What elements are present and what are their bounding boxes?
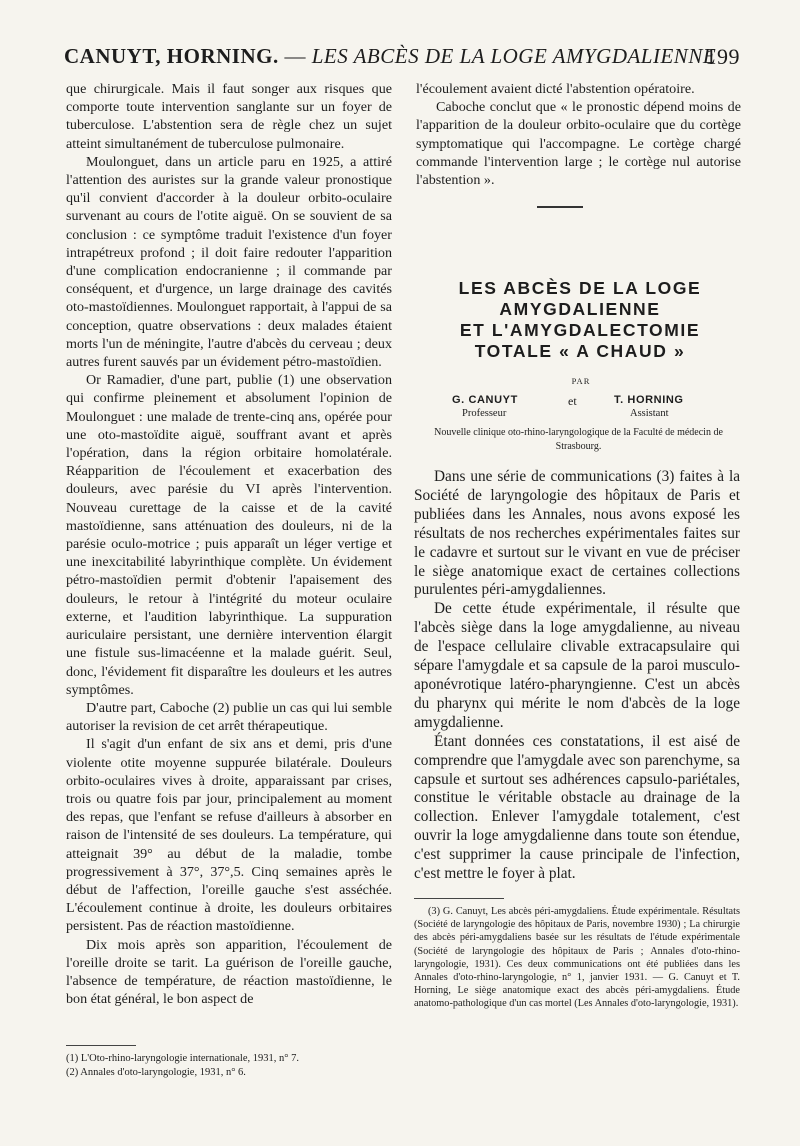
footnote-rule [414,898,504,899]
paragraph: Il s'agit d'un enfant de six ans et demi, pris d'une violente otite moyenne suppurée bilatérale. Douleurs orbito-oculaires vives à droite, apparaissant par crises, trois ou quatre fois par jour, principalement au moment des repas, que l'enfant se refuse d'ailleurs à absorber en raison de l'intensité de ses douleurs. La température, qui atteignait 39° au début de la maladie, tombe progressivement à 37°, 37°,5. Cinq semaines après le début de l'affection, l'oreille gauche s'est asséchée. L'écoulement continue à droite, les douleurs orbitaires persistent. Pas de réaction mastoïdienne. [66,736,392,935]
title-line: AMYGDALIENNE [499,299,661,319]
author-canuyt: G. CANUYT [452,394,518,406]
title-line: LES ABCÈS DE LA LOGE [458,278,702,298]
header-authors: CANUYT, HORNING. [64,44,279,68]
paragraph: D'autre part, Caboche (2) publie un cas qui lui semble autoriser la revision de cet arrêt thérapeutique. [66,699,392,735]
title-line: TOTALE « A CHAUD » [474,341,686,361]
institution: Nouvelle clinique oto-rhino-laryngologique de la Faculté de médecin de Strasbourg. [434,427,723,452]
paragraph: Dans une série de communications (3) faites à la Société de laryngologie des hôpitaux de Paris et publiées dans les Annales, nous avons exposé les résultats de nos recherches expérimentales faites sur le cadavre et surtout sur le vivant en vue de préciser le siège anatomique exact de certaines collections purulentes péri-amygdaliennes. [414,468,740,599]
by-label: PAR [571,376,591,386]
left-column [66,80,392,1008]
paragraph: Moulonguet, dans un article paru en 1925, a attiré l'attention des auristes sur la grande valeur pronostique qu'il convient d'accorder à la douleur orbito-oculaire survenant au cours de l'otite aiguë. On se souvient de sa conclusion : ce symptôme traduit l'existence d'un foyer intrapétreux profond ; il doit faire redouter l'apparition d'une complication endocranienne ; il commande par conséquent, et d'urgence, un large drainage des cavités oto-mastoïdiennes. Moulonguet rapportait, à l'appui de sa conception, quatre observations : deux malades étaient morts l'un de méningite, l'autre d'abcès du cerveau ; deux autres furent sauvés par un évidement pétro-mastoïdien. [66,153,392,371]
footnote: (3) G. Canuyt, Les abcès péri-amygdaliens. Étude expérimentale. Résultats (Société de laryngologie des hôpitaux de Paris, novembre 1930) ; La chirurgie des abcès péri-amygdaliens basée sur les résultats de l'étude expérimentale (Société de laryngologie des hôpitaux de Paris ; Annales d'oto-rhino-laryngologie, 1931). Ces deux communications ont été publiées dans les Annales d'oto-rhino-laryngologie, n° 1, janvier 1931. — G. Canuyt et T. Horning, Le siège anatomique exact des abcès péri-amygdaliens. Étude anatomo-pathologique d'un cas mortel (Les Annales d'oto-laryngologie, 1931). [414,906,740,1010]
header-dash: — [278,44,312,68]
header-title: LES ABCÈS DE LA LOGE AMYGDALIENNE [311,44,717,68]
paragraph: l'écoulement avaient dicté l'abstention opératoire. [416,81,695,97]
page-number: 199 [705,44,740,69]
running-header [64,44,740,78]
article-body [414,468,740,884]
paragraph: que chirurgicale. Mais il faut songer aux risques que comporte toute intervention sanglante sur un foyer de tuberculose. L'abstention sera de règle chez un sujet atteint simultanément de tuberculose pulmonaire. [66,81,392,152]
right-column-continuation [416,80,741,189]
article-footnote [414,904,740,1011]
paragraph: Dix mois après son apparition, l'écoulement de l'oreille droite se tarit. La guérison de l'oreille gauche, l'absence de température, de réaction mastoïdienne, le bon état général, le bon aspect de [66,936,392,1008]
paragraph: Étant données ces constatations, il est aisé de comprendre que l'amygdale avec son parenchyme, sa capsule et surtout ses adhérences capsulo-pariétales, constitue le véritable obstacle au drainage de la collection. Enlever l'amygdale totalement, c'est ouvrir la loge amygdalienne dans toute son étendue, c'est supprimer la cause principale de l'infection, c'est mettre le foyer à plat. [414,732,740,883]
role-assistant: Assistant [630,408,669,419]
section-separator [537,206,583,208]
left-footnotes [66,1051,392,1081]
author-horning: T. HORNING [614,394,684,406]
article-title [410,278,750,362]
footnote-rule [66,1045,136,1046]
role-professeur: Professeur [462,408,507,419]
paragraph: Or Ramadier, d'une part, publie (1) une observation qui confirme pleinement et absolument l'opinion de Moulonguet : une malade de trente-cinq ans, opérée pour une oto-mastoïdite aiguë, souffrant avant et après l'opération, dans la région orbitaire homolatérale. Réapparition de l'écoulement et exacerbation des douleurs, avec parésie du VI après l'intervention. Nouveau curettage de la caisse et de la cavité mastoïdienne, sans atténuation des douleurs, ni de la parésie oculo-motrice ; puis apparaît un léger vertige et une inexcitabilité labyrinthique complète. Un évidement pétro-mastoïdien permit d'obtenir l'apaisement des douleurs, le retour à l'intégrité du moteur oculaire externe, et l'audition labyrinthique. La suppuration auriculaire persistant, une dernière intervention élargit une fistule sus-limacéenne et la malade guérit. Seul, donc, l'évidement fit disparaître les douleurs et les autres symptômes. [66,372,392,698]
footnote: (2) Annales d'oto-laryngologie, 1931, n° 6. [66,1067,246,1079]
footnote: (1) L'Oto-rhino-laryngologie internationale, 1931, n° 7. [66,1053,299,1064]
author-conjunction: et [568,394,577,408]
title-line: ET L'AMYGDALECTOMIE [459,320,701,340]
paragraph: De cette étude expérimentale, il résulte que l'abcès siège dans la loge amygdalienne, au niveau de l'espace cellulaire clivable extracapsulaire qui sépare l'amygdale et sa capsule de la paroi musculo-aponévrotique latéro-pharyngienne. C'est un abcès du pharynx qui mérite le nom d'abcès de la loge amygdalienne. [414,600,740,731]
paragraph: Caboche conclut que « le pronostic dépend moins de l'apparition de la douleur orbito-oculaire que du cortège symptomatique qui l'accompagne. Le cortège chargé commande l'intervention large ; le cortège nul autorise l'abstention ». [416,99,741,189]
